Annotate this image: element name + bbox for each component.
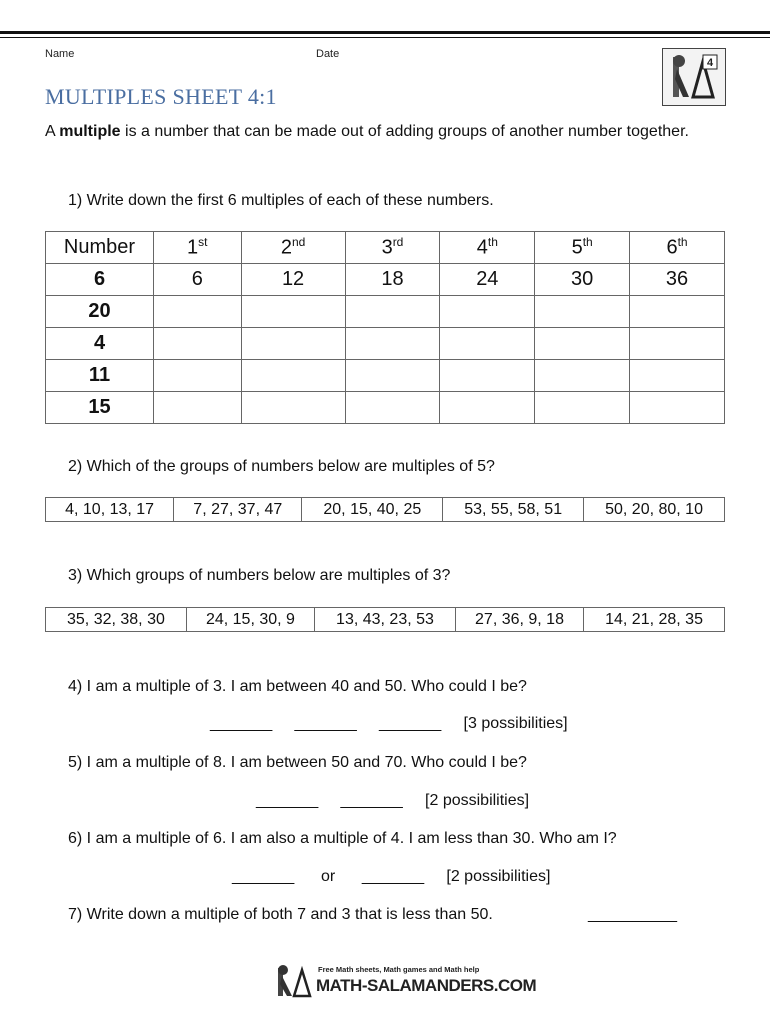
header-ordinal: 5th [535, 232, 630, 264]
question-6: 6) I am a multiple of 6. I am also a multiple of 4. I am less than 30. Who am I? [68, 830, 617, 847]
answer-cell[interactable] [440, 328, 535, 360]
footer-logo [272, 962, 537, 1000]
answer-cell[interactable]: 24 [440, 264, 535, 296]
table-row [46, 296, 725, 328]
answer-cell[interactable] [345, 360, 440, 392]
answer-cell[interactable] [345, 392, 440, 424]
answer-line-7[interactable]: __________ [588, 906, 677, 923]
top-rule-thin [0, 37, 770, 38]
header-ordinal: 4th [440, 232, 535, 264]
answer-line-4[interactable]: _______ _______ _______ [3 possibilities] [210, 715, 568, 732]
answer-cell[interactable] [241, 296, 345, 328]
table-row [46, 264, 725, 296]
group-option[interactable]: 14, 21, 28, 35 [584, 608, 725, 632]
answer-cell[interactable] [345, 296, 440, 328]
svg-text:4: 4 [706, 57, 714, 69]
answer-cell[interactable] [535, 328, 630, 360]
answer-cell[interactable] [630, 392, 725, 424]
salamander-footer-icon [272, 962, 316, 1000]
answer-cell[interactable] [630, 328, 725, 360]
answer-cell[interactable]: 36 [630, 264, 725, 296]
salamander-logo-icon [662, 48, 726, 106]
answer-cell[interactable] [345, 328, 440, 360]
row-number: 15 [46, 392, 154, 424]
date-label: Date [316, 48, 340, 60]
intro-text: A multiple is a number that can be made out of adding groups of another number together. [45, 123, 689, 140]
row-number: 6 [46, 264, 154, 296]
group-option[interactable]: 50, 20, 80, 10 [584, 498, 725, 522]
multiples-table [45, 231, 725, 424]
answer-cell[interactable] [241, 392, 345, 424]
header-ordinal: 6th [630, 232, 725, 264]
footer-tagline: Free Math sheets, Math games and Math help [318, 965, 480, 974]
multiples-of-3-groups [45, 607, 725, 632]
question-2: 2) Which of the groups of numbers below are multiples of 5? [68, 458, 495, 475]
answer-cell[interactable]: 12 [241, 264, 345, 296]
answer-cell[interactable] [440, 360, 535, 392]
header-ordinal: 2nd [241, 232, 345, 264]
row-number: 20 [46, 296, 154, 328]
answer-cell[interactable] [535, 360, 630, 392]
answer-line-5[interactable]: _______ _______ [2 possibilities] [256, 792, 530, 809]
group-option[interactable]: 35, 32, 38, 30 [46, 608, 187, 632]
table-row [46, 328, 725, 360]
answer-cell[interactable] [241, 360, 345, 392]
answer-cell[interactable]: 6 [154, 264, 242, 296]
header-ordinal: 3rd [345, 232, 440, 264]
answer-cell[interactable] [154, 328, 242, 360]
question-7: 7) Write down a multiple of both 7 and 3 that is less than 50. [68, 906, 493, 923]
table-row [46, 360, 725, 392]
question-5: 5) I am a multiple of 8. I am between 50 and 70. Who could I be? [68, 754, 527, 771]
name-label: Name [45, 48, 75, 60]
answer-cell[interactable] [241, 328, 345, 360]
group-option[interactable]: 13, 43, 23, 53 [315, 608, 456, 632]
answer-line-6[interactable]: _______ or _______ [2 possibilities] [232, 868, 551, 885]
answer-cell[interactable] [154, 360, 242, 392]
answer-cell[interactable]: 18 [345, 264, 440, 296]
header-number: Number [46, 232, 154, 264]
answer-cell[interactable] [535, 392, 630, 424]
group-option[interactable]: 53, 55, 58, 51 [443, 498, 584, 522]
answer-cell[interactable] [440, 296, 535, 328]
group-option[interactable]: 7, 27, 37, 47 [174, 498, 302, 522]
answer-cell[interactable] [535, 296, 630, 328]
answer-cell[interactable] [154, 392, 242, 424]
footer-site: MATH-SALAMANDERS.COM [316, 976, 537, 995]
row-number: 4 [46, 328, 154, 360]
answer-cell[interactable] [630, 360, 725, 392]
top-rule [0, 31, 770, 34]
page-title: MULTIPLES SHEET 4:1 [45, 84, 277, 109]
question-3: 3) Which groups of numbers below are multiples of 3? [68, 567, 451, 584]
group-option[interactable]: 4, 10, 13, 17 [46, 498, 174, 522]
table-row [46, 392, 725, 424]
answer-cell[interactable] [440, 392, 535, 424]
answer-cell[interactable] [630, 296, 725, 328]
question-4: 4) I am a multiple of 3. I am between 40 and 50. Who could I be? [68, 678, 527, 695]
answer-cell[interactable] [154, 296, 242, 328]
group-option[interactable]: 20, 15, 40, 25 [302, 498, 443, 522]
multiples-of-5-groups [45, 497, 725, 522]
table-header-row [46, 232, 725, 264]
group-option[interactable]: 24, 15, 30, 9 [186, 608, 314, 632]
answer-cell[interactable]: 30 [535, 264, 630, 296]
group-option[interactable]: 27, 36, 9, 18 [455, 608, 583, 632]
header-ordinal: 1st [154, 232, 242, 264]
row-number: 11 [46, 360, 154, 392]
question-1: 1) Write down the first 6 multiples of each of these numbers. [68, 192, 494, 209]
